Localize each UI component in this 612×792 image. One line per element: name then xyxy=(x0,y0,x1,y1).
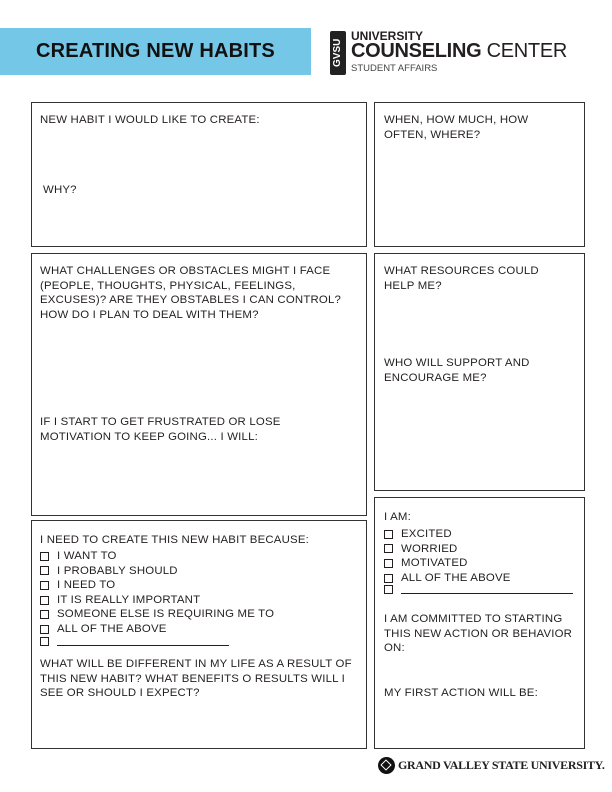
title-banner xyxy=(0,28,311,75)
option-all[interactable]: ALL OF THE ABOVE xyxy=(384,571,573,586)
support-prompt: WHO WILL SUPPORT AND ENCOURAGE ME? xyxy=(384,357,530,384)
gvsu-mark: GVSU xyxy=(330,31,346,75)
challenges-box[interactable] xyxy=(31,253,367,516)
new-habit-prompt: NEW HABIT I WOULD LIKE TO CREATE: xyxy=(40,114,260,126)
option-requiring[interactable]: SOMEONE ELSE IS REQUIRING ME TO xyxy=(40,607,274,622)
frustrated-prompt: IF I START TO GET FRUSTRATED OR LOSE MOTIVATION TO KEEP GOING... I WILL: xyxy=(40,416,281,443)
start-date-prompt: I AM COMMITTED TO STARTING THIS NEW ACTION OR BEHAVIOR ON: xyxy=(384,613,573,655)
option-need[interactable]: I NEED TO xyxy=(40,578,274,593)
option-want[interactable]: I WANT TO xyxy=(40,549,274,564)
checkbox-icon xyxy=(40,637,49,646)
benefits-prompt: WHAT WILL BE DIFFERENT IN MY LIFE AS A RESULT OF THIS NEW HABIT? WHAT BENEFITS O RESULTS WILL I SEE OR SHOULD I EXPECT? xyxy=(40,658,352,700)
logo-line2: COUNSELING CENTER xyxy=(351,40,568,62)
when-box[interactable] xyxy=(374,102,585,247)
option-important[interactable]: IT IS REALLY IMPORTANT xyxy=(40,593,274,608)
logo-line3: STUDENT AFFAIRS xyxy=(351,63,438,74)
gvsu-seal-icon xyxy=(378,757,395,774)
reasons-options xyxy=(40,549,274,646)
challenges-prompt: WHAT CHALLENGES OR OBSTACLES MIGHT I FACE (PEOPLE, THOUGHTS, PHYSICAL, FEELINGS, EXCUSES)? ARE THEY OBSTABLES I CAN CONTROL? HOW DO I PLAN TO DEAL WITH THEM? xyxy=(40,265,342,321)
checkbox-icon xyxy=(384,544,393,553)
new-habit-box[interactable] xyxy=(31,102,367,247)
i-am-prompt: I AM: xyxy=(384,511,411,523)
other-blank-line xyxy=(57,637,229,646)
checkbox-icon xyxy=(40,625,49,634)
other-blank-line xyxy=(401,585,573,594)
option-worried[interactable]: WORRIED xyxy=(384,542,573,557)
gvsu-footer-logo: GRAND VALLEY STATE UNIVERSITY. xyxy=(378,757,605,774)
checkbox-icon xyxy=(40,596,49,605)
option-excited[interactable]: EXCITED xyxy=(384,527,573,542)
resources-box[interactable] xyxy=(374,253,585,491)
logo-line1: UNIVERSITY xyxy=(351,29,424,43)
checkbox-icon xyxy=(40,552,49,561)
option-motivated[interactable]: MOTIVATED xyxy=(384,556,573,571)
option-other[interactable] xyxy=(40,637,274,646)
checkbox-icon xyxy=(384,559,393,568)
option-all[interactable]: ALL OF THE ABOVE xyxy=(40,622,274,637)
first-action-prompt: MY FIRST ACTION WILL BE: xyxy=(384,687,538,699)
checkbox-icon xyxy=(384,585,393,594)
reasons-prompt: I NEED TO CREATE THIS NEW HABIT BECAUSE: xyxy=(40,534,309,546)
page-title: CREATING NEW HABITS xyxy=(36,40,275,62)
reasons-box xyxy=(31,520,367,749)
feelings-options xyxy=(384,527,573,594)
option-should[interactable]: I PROBABLY SHOULD xyxy=(40,564,274,579)
when-prompt: WHEN, HOW MUCH, HOW OFTEN, WHERE? xyxy=(384,114,529,141)
feelings-box xyxy=(374,497,585,749)
resources-prompt: WHAT RESOURCES COULD HELP ME? xyxy=(384,265,539,292)
checkbox-icon xyxy=(40,610,49,619)
checkbox-icon xyxy=(384,574,393,583)
checkbox-icon xyxy=(384,530,393,539)
checkbox-icon xyxy=(40,581,49,590)
checkbox-icon xyxy=(40,566,49,575)
why-prompt: WHY? xyxy=(43,184,77,196)
option-other[interactable] xyxy=(384,585,573,594)
